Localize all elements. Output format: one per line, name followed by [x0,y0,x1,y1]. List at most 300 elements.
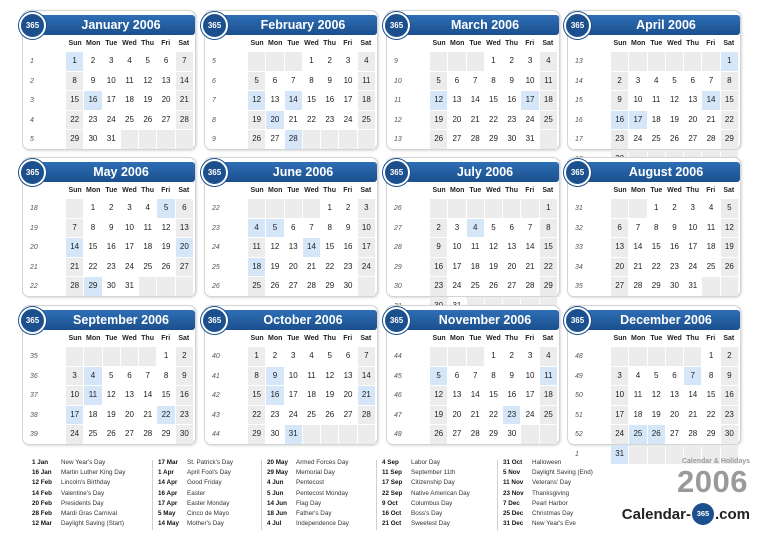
day-cell: 3 [358,199,375,218]
weekday-label: Tue [105,187,118,194]
holiday-name: Columbus Day [411,499,453,507]
weekday-label: Tue [469,335,482,342]
day-cell: 16 [721,386,738,405]
day-cell: 6 [448,367,465,386]
weekday-label: Thu [141,335,154,342]
day-cell: 27 [611,277,628,296]
day-cell: 6 [611,219,628,238]
week-number: 22 [30,283,38,291]
day-cell: 8 [66,72,83,91]
empty-day-cell [248,52,265,71]
day-cell: 11 [648,91,665,110]
weekday-label: Wed [122,40,137,47]
badge-365-icon: 365 [383,307,410,334]
day-cell: 10 [629,91,646,110]
week-number: 30 [394,283,402,291]
holiday-row [267,478,385,488]
day-cell: 9 [666,219,683,238]
month-card [567,157,741,297]
month-title: November 2006 [397,310,559,330]
day-cell: 18 [629,406,646,425]
day-cell: 8 [702,367,719,386]
day-cell: 2 [176,347,193,366]
day-cell: 27 [448,130,465,149]
day-cell: 2 [84,52,101,71]
day-cell: 3 [448,219,465,238]
weekday-label: Mon [449,335,465,342]
empty-day-cell [629,199,646,218]
day-cell: 4 [303,347,320,366]
day-cell: 24 [66,425,83,444]
day-cell: 29 [485,130,502,149]
weekday-label: Sun [432,187,446,194]
day-cell: 8 [648,219,665,238]
day-cell: 1 [248,347,265,366]
day-cell: 20 [339,386,356,405]
holiday-date: 4 Sep [382,459,399,466]
day-cell: 30 [503,130,520,149]
day-cell: 7 [303,219,320,238]
week-numbers [25,199,61,297]
weekday-label: Sun [68,335,82,342]
week-number: 7 [212,97,216,105]
week-number: 26 [394,205,402,212]
empty-day-cell [139,130,156,149]
holiday-name: Veterans' Day [532,479,572,487]
day-cell: 3 [121,199,138,218]
day-cell: 10 [358,219,375,238]
holiday-name: Thanksgiving [532,489,570,497]
day-cell: 5 [248,72,265,91]
day-cell: 5 [430,367,447,386]
weekday-label: Thu [505,335,518,342]
weekday-label: Fri [706,187,716,194]
day-cell: 5 [139,52,156,71]
day-cell: 25 [648,130,665,149]
day-cell: 1 [303,52,320,71]
empty-day-cell [303,130,320,149]
day-cell: 2 [266,347,283,366]
empty-day-cell [521,199,538,218]
week-number: 48 [394,431,402,439]
empty-day-cell [702,52,719,71]
holiday-date: 16 Oct [382,509,402,517]
weekday-header [66,37,193,50]
day-cell: 25 [629,425,646,444]
empty-day-cell [66,199,83,218]
day-cell: 25 [303,406,320,425]
day-cell: 20 [266,111,283,130]
empty-day-cell [448,199,465,218]
day-cell: 19 [430,406,447,425]
week-number: 50 [575,392,583,400]
weekday-label: Thu [686,335,699,342]
week-number: 46 [394,392,402,400]
day-cell: 17 [611,406,628,425]
brand-logo[interactable] [622,503,750,525]
holiday-name: Easter [187,489,206,497]
day-cell: 4 [358,52,375,71]
day-cell: 22 [485,111,502,130]
holiday-row [158,499,276,509]
week-numbers [570,347,606,465]
holiday-name: Boss's Day [411,509,443,517]
day-cell: 1 [66,52,83,71]
empty-day-cell [629,347,646,366]
day-cell: 16 [503,386,520,405]
weekday-label: Tue [105,40,118,47]
day-cell: 24 [339,111,356,130]
day-cell: 21 [521,258,538,277]
day-cell: 2 [611,72,628,91]
day-cell: 14 [358,367,375,386]
logo-badge-icon: 365 [692,503,714,525]
week-number: 41 [212,372,220,380]
day-cell: 21 [285,111,302,130]
day-cell: 4 [629,367,646,386]
day-cell: 8 [540,219,557,238]
day-cell: 17 [629,111,646,130]
holiday-column [382,458,500,529]
day-cell: 9 [321,72,338,91]
day-cell: 30 [503,425,520,444]
day-cell: 12 [103,386,120,405]
empty-day-cell [66,347,83,366]
day-cell: 25 [121,111,138,130]
week-number: 35 [30,353,38,360]
weekday-label: Tue [650,40,663,47]
holiday-date: 12 Mar [32,520,52,528]
badge-365-icon: 365 [201,307,228,334]
week-number: 26 [212,283,220,291]
empty-day-cell [666,52,683,71]
day-cell: 7 [176,52,193,71]
day-cell: 27 [285,277,302,296]
holiday-row [158,489,276,499]
day-cell: 14 [702,91,719,110]
day-cell: 7 [702,72,719,91]
day-cell: 21 [467,406,484,425]
day-cell: 15 [648,238,665,257]
brand-year: 2006 [677,464,748,499]
weekday-label: Sun [68,40,82,47]
day-cell: 17 [121,238,138,257]
holiday-date: 17 Sep [382,479,403,487]
week-number: 37 [30,392,38,400]
holiday-name: Sweetest Day [411,520,450,528]
badge-365-icon: 365 [201,159,228,186]
weekday-label: Mon [630,40,646,47]
weekday-label: Fri [161,335,171,342]
day-cell: 29 [157,425,174,444]
week-number: 11 [394,97,402,105]
holiday-date: 14 Apr [158,479,178,487]
day-cell: 3 [629,72,646,91]
week-number: 8 [212,116,216,124]
day-cell: 17 [684,238,701,257]
holiday-date: 14 May [158,520,180,528]
week-number: 20 [30,244,38,252]
day-grid [66,199,193,296]
week-number: 38 [30,411,38,419]
weekday-label: Tue [287,40,300,47]
holiday-name: Pentecost [296,479,325,487]
day-cell: 12 [648,386,665,405]
day-cell: 1 [702,347,719,366]
month-title: June 2006 [215,162,377,182]
day-cell: 11 [248,238,265,257]
empty-day-cell [139,347,156,366]
empty-day-cell [176,130,193,149]
day-cell: 13 [448,386,465,405]
day-cell: 28 [684,425,701,444]
holiday-name: Pearl Harbor [532,499,568,507]
empty-day-cell [521,425,538,444]
empty-day-cell [485,199,502,218]
day-cell: 1 [485,347,502,366]
day-cell: 11 [540,72,557,91]
weekday-label: Thu [686,187,699,194]
weekday-label: Tue [287,335,300,342]
day-cell: 26 [266,277,283,296]
week-number: 33 [575,244,583,252]
weekday-label: Sat [542,40,554,47]
day-cell: 6 [285,219,302,238]
day-cell: 25 [248,277,265,296]
holiday-row [382,468,500,478]
month-card [567,305,741,458]
day-cell: 2 [721,347,738,366]
week-number: 44 [394,353,402,360]
weekday-label: Thu [323,187,336,194]
day-cell: 15 [66,91,83,110]
day-cell: 24 [521,111,538,130]
holiday-divider [261,460,262,530]
holiday-name: Pentecost Monday [296,489,349,497]
day-cell: 31 [103,130,120,149]
day-cell: 15 [321,238,338,257]
day-cell: 21 [358,386,375,405]
weekday-label: Tue [287,187,300,194]
day-grid [66,52,193,149]
holiday-name: Daylight Saving (End) [532,469,593,477]
day-cell: 22 [157,406,174,425]
day-cell: 14 [684,386,701,405]
weekday-label: Wed [304,335,319,342]
weekday-label: Thu [141,40,154,47]
day-cell: 14 [176,72,193,91]
month-title: May 2006 [33,162,195,182]
empty-day-cell [321,130,338,149]
day-cell: 21 [702,111,719,130]
day-cell: 8 [485,72,502,91]
day-cell: 4 [648,72,665,91]
day-cell: 26 [430,130,447,149]
empty-day-cell [285,199,302,218]
brand-tagline: Calendar & Holidays [681,458,750,465]
empty-day-cell [358,425,375,444]
week-number: 31 [575,205,583,212]
week-number: 22 [212,205,220,212]
weekday-label: Fri [706,335,716,342]
week-number: 39 [30,431,38,439]
day-cell: 22 [540,258,557,277]
holiday-date: 17 Mar [158,459,178,466]
week-number: 29 [394,263,402,271]
day-cell: 1 [157,347,174,366]
day-grid [430,347,557,444]
weekday-label: Sat [723,187,735,194]
day-cell: 31 [121,277,138,296]
weekday-label: Wed [122,187,137,194]
day-cell: 28 [66,277,83,296]
holiday-divider [152,460,153,530]
day-cell: 10 [611,386,628,405]
weekday-label: Sun [432,40,446,47]
day-cell: 17 [521,386,538,405]
weekday-header [430,332,557,345]
day-cell: 22 [248,406,265,425]
day-cell: 16 [84,91,101,110]
week-numbers [25,52,61,150]
day-cell: 12 [248,91,265,110]
week-number: 5 [212,58,216,65]
weekday-label: Wed [486,335,501,342]
weekday-label: Sun [613,40,627,47]
holiday-date: 14 Feb [32,489,52,497]
day-cell: 9 [103,219,120,238]
day-cell: 6 [266,72,283,91]
day-cell: 3 [521,52,538,71]
empty-day-cell [303,425,320,444]
day-cell: 12 [139,72,156,91]
holiday-date: 17 Apr [158,499,178,507]
day-cell: 24 [285,406,302,425]
month-card [22,10,196,150]
day-cell: 11 [467,238,484,257]
day-cell: 19 [157,238,174,257]
day-cell: 15 [303,91,320,110]
week-number: 3 [30,97,34,105]
holiday-name: Flag Day [296,499,322,507]
day-cell: 23 [176,406,193,425]
day-grid [248,199,375,296]
week-number: 43 [212,411,220,419]
empty-day-cell [467,52,484,71]
day-cell: 16 [503,91,520,110]
empty-day-cell [339,130,356,149]
day-cell: 5 [321,347,338,366]
week-number: 15 [575,97,583,105]
holiday-date: 5 Nov [503,469,521,477]
weekday-header [611,37,738,50]
weekday-label: Sat [723,335,735,342]
day-cell: 12 [157,219,174,238]
day-cell: 7 [467,367,484,386]
day-cell: 2 [339,199,356,218]
day-cell: 29 [540,277,557,296]
weekday-label: Wed [667,40,682,47]
month-title: October 2006 [215,310,377,330]
day-cell: 31 [684,277,701,296]
week-numbers [389,199,425,317]
holiday-name: Armed Forces Day [296,459,349,466]
day-cell: 29 [721,130,738,149]
day-cell: 13 [121,386,138,405]
holiday-row [158,509,276,519]
week-number: 13 [394,136,402,144]
week-numbers [570,199,606,297]
month-title: August 2006 [578,162,740,182]
empty-day-cell [321,425,338,444]
holiday-date: 5 Jun [267,489,284,497]
empty-day-cell [702,277,719,296]
day-cell: 21 [684,406,701,425]
holiday-date: 23 Nov [503,489,524,497]
week-number: 21 [30,263,38,271]
weekday-label: Fri [161,40,171,47]
day-cell: 15 [721,91,738,110]
week-number: 14 [575,77,583,85]
day-grid [66,347,193,444]
holiday-name: New Year's Eve [532,520,576,528]
empty-day-cell [121,347,138,366]
day-cell: 15 [485,386,502,405]
holiday-date: 16 Jan [32,469,52,477]
day-cell: 13 [339,367,356,386]
weekday-label: Sat [542,335,554,342]
day-cell: 22 [648,258,665,277]
holiday-name: Daylight Saving (Start) [61,520,124,528]
weekday-label: Sat [178,187,190,194]
weekday-header [430,184,557,197]
day-cell: 24 [358,258,375,277]
day-cell: 30 [666,277,683,296]
holiday-date: 29 May [267,469,289,477]
day-cell: 27 [157,111,174,130]
day-cell: 25 [540,406,557,425]
week-number: 13 [575,58,583,65]
weekday-label: Tue [105,335,118,342]
empty-day-cell [358,277,375,296]
weekday-header [430,37,557,50]
day-cell: 18 [248,258,265,277]
week-number: 9 [394,58,398,65]
holiday-row [32,489,150,499]
day-cell: 11 [629,386,646,405]
day-cell: 10 [521,367,538,386]
holiday-row [382,478,500,488]
empty-day-cell [540,425,557,444]
day-cell: 11 [702,219,719,238]
day-cell: 8 [248,367,265,386]
day-cell: 30 [176,425,193,444]
day-cell: 27 [176,258,193,277]
day-cell: 30 [84,130,101,149]
holiday-name: Memorial Day [296,469,335,477]
day-cell: 25 [139,258,156,277]
holiday-date: 31 Oct [503,459,523,466]
day-cell: 14 [467,91,484,110]
holiday-row [382,489,500,499]
week-number: 51 [575,411,583,419]
week-number: 34 [575,263,583,271]
day-grid [611,347,738,464]
day-cell: 7 [358,347,375,366]
day-cell: 24 [448,277,465,296]
day-cell: 26 [139,111,156,130]
day-cell: 6 [121,367,138,386]
